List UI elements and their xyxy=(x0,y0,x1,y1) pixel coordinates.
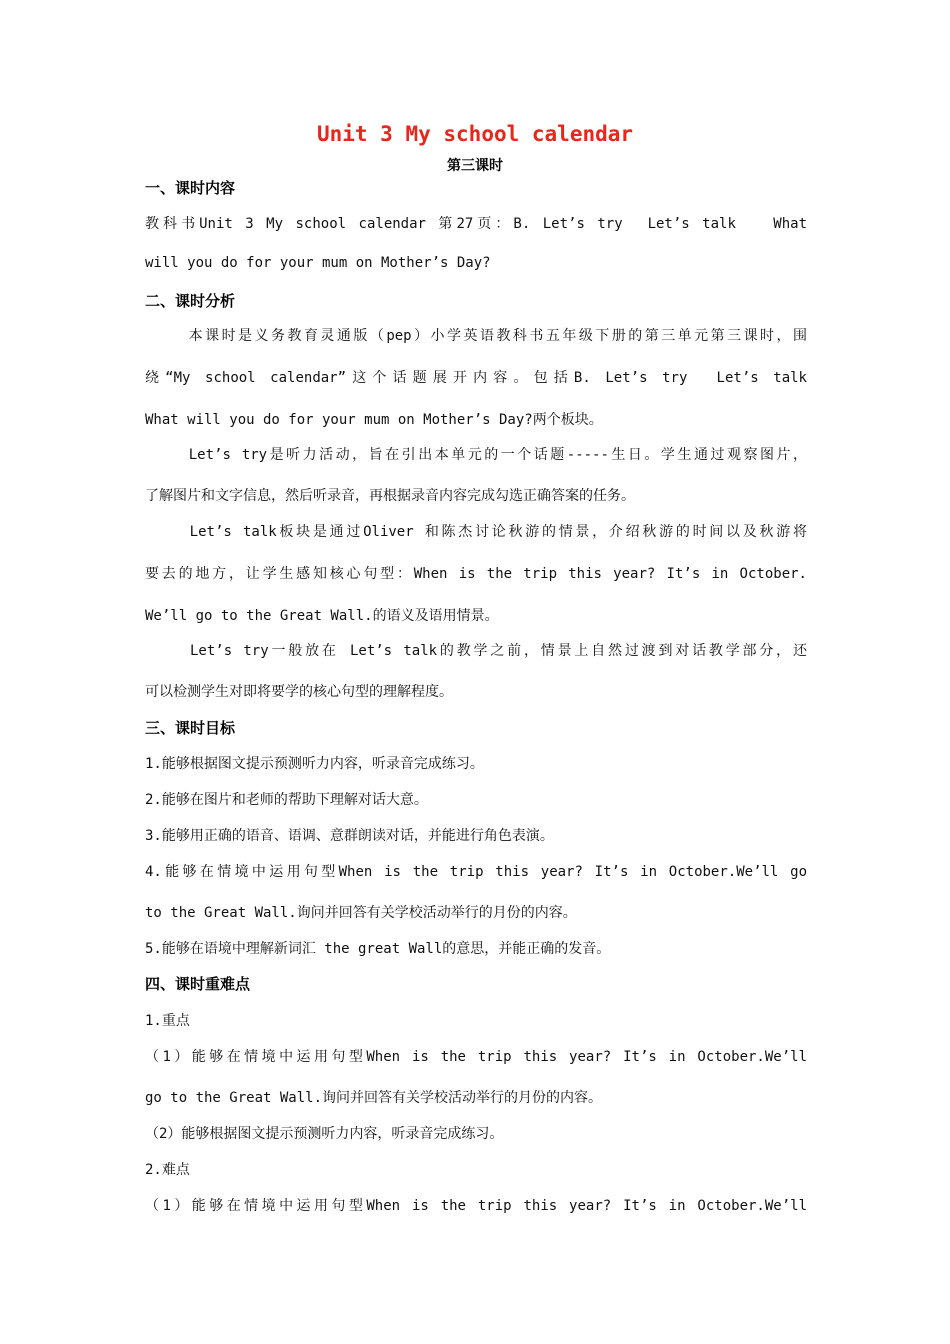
lesson-subtitle: 第三课时 xyxy=(447,158,503,174)
section-heading-content: 一、课时内容 xyxy=(145,179,236,197)
key-point-item-continued: go to the Great Wall.询问并回答有关学校活动举行的月份的内容。 xyxy=(145,1090,603,1106)
paragraph-line: Let’s try是听力活动，旨在引出本单元的一个话题-----生日。学生通过观察图片， xyxy=(145,447,807,463)
subheading-key: 1.重点 xyxy=(145,1013,190,1029)
paragraph-line: 可以检测学生对即将要学的核心句型的理解程度。 xyxy=(145,684,453,700)
goal-item: 4.能够在情境中运用句型When is the trip this year? It’s in October.We’ll go xyxy=(145,864,807,880)
paragraph-line: What will you do for your mum on Mother’s Day?两个板块。 xyxy=(145,412,603,428)
paragraph-line: We’ll go to the Great Wall.的语义及语用情景。 xyxy=(145,608,499,624)
paragraph-line: Let’s try一般放在 Let’s talk的教学之前，情景上自然过渡到对话教学部分，还 xyxy=(145,643,807,659)
key-point-item: （2）能够根据图文提示预测听力内容，听录音完成练习。 xyxy=(145,1126,504,1142)
paragraph-line: 绕“My school calendar”这个话题展开内容。包括B. Let’s try Let’s talk xyxy=(145,370,807,386)
document-title: Unit 3 My school calendar xyxy=(316,122,634,146)
paragraph-line: 了解图片和文字信息，然后听录音，再根据录音内容完成勾选正确答案的任务。 xyxy=(145,488,635,504)
section-heading-key-points: 四、课时重难点 xyxy=(145,975,251,993)
paragraph-line: 要去的地方，让学生感知核心句型：When is the trip this year? It’s in October. xyxy=(145,566,807,582)
key-point-item: （1）能够在情境中运用句型When is the trip this year? It’s in October.We’ll xyxy=(145,1049,807,1065)
paragraph-line: Let’s talk板块是通过Oliver 和陈杰讨论秋游的情景，介绍秋游的时间以及秋游将 xyxy=(145,524,807,540)
paragraph-line: will you do for your mum on Mother’s Day? xyxy=(145,255,491,271)
paragraph-line: 教科书Unit 3 My school calendar 第27页：B. Let’s try Let’s talk What xyxy=(145,216,807,232)
goal-item: 1.能够根据图文提示预测听力内容，听录音完成练习。 xyxy=(145,756,484,772)
section-heading-goals: 三、课时目标 xyxy=(145,719,236,737)
paragraph-line: 本课时是义务教育灵通版（pep）小学英语教科书五年级下册的第三单元第三课时，围 xyxy=(145,328,807,344)
difficulty-item: （1）能够在情境中运用句型When is the trip this year? It’s in October.We’ll xyxy=(145,1198,807,1214)
goal-item-continued: to the Great Wall.询问并回答有关学校活动举行的月份的内容。 xyxy=(145,905,577,921)
section-heading-analysis: 二、课时分析 xyxy=(145,292,236,310)
goal-item: 2.能够在图片和老师的帮助下理解对话大意。 xyxy=(145,792,428,808)
goal-item: 5.能够在语境中理解新词汇 the great Wall的意思，并能正确的发音。 xyxy=(145,941,611,957)
subheading-difficulty: 2.难点 xyxy=(145,1162,190,1178)
goal-item: 3.能够用正确的语音、语调、意群朗读对话，并能进行角色表演。 xyxy=(145,828,554,844)
